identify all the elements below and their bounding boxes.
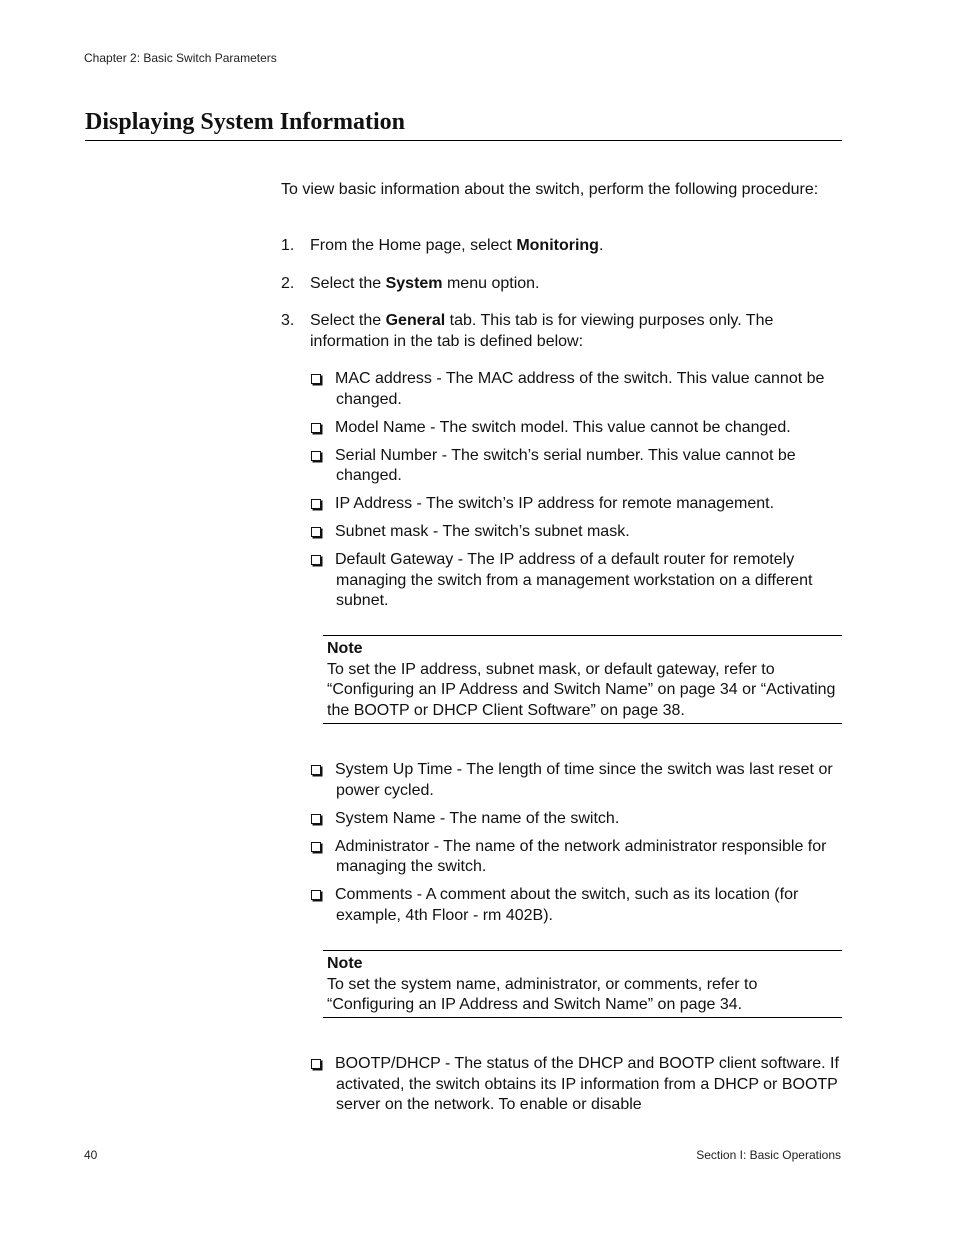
- checkbox-bullet-icon: [311, 890, 321, 900]
- step-number: 2.: [281, 275, 295, 292]
- note-body: To set the system name, administrator, or comments, refer to “Configuring an IP Address and Switch Name” on page 34.: [327, 975, 758, 1013]
- intro-paragraph: To view basic information about the switch, perform the following procedure:: [281, 181, 819, 198]
- checkbox-bullet-icon: [311, 555, 321, 565]
- page-number: 40: [84, 1148, 98, 1162]
- step-text: From the Home page, select Monitoring.: [310, 237, 604, 254]
- checkbox-bullet-icon: [311, 765, 321, 775]
- checkbox-bullet-icon: [311, 842, 321, 852]
- step-number: 3.: [281, 312, 295, 329]
- list-item: Administrator - The name of the network administrator responsible for managing the switch.: [309, 837, 844, 878]
- bullet-list-system: [309, 760, 844, 934]
- section-footer: Section I: Basic Operations: [696, 1148, 841, 1162]
- list-item: Default Gateway - The IP address of a default router for remotely managing the switch from a management workstation on a different subnet.: [309, 550, 844, 612]
- note-box: [323, 635, 842, 724]
- note-box: [323, 950, 842, 1018]
- list-item: Serial Number - The switch’s serial number. This value cannot be changed.: [309, 446, 844, 487]
- checkbox-bullet-icon: [311, 499, 321, 509]
- step-text: Select the General tab. This tab is for viewing purposes only. The information in the tab is defined below:: [310, 312, 774, 350]
- checkbox-bullet-icon: [311, 423, 321, 433]
- list-item: Model Name - The switch model. This value cannot be changed.: [309, 418, 844, 439]
- list-item: System Up Time - The length of time since the switch was last reset or power cycled.: [309, 760, 844, 801]
- page-title: Displaying System Information: [85, 106, 842, 141]
- list-item: IP Address - The switch’s IP address for remote management.: [309, 494, 844, 515]
- step-2: [281, 274, 841, 295]
- checkbox-bullet-icon: [311, 451, 321, 461]
- list-item: System Name - The name of the switch.: [309, 809, 844, 830]
- checkbox-bullet-icon: [311, 814, 321, 824]
- step-3: [281, 311, 841, 352]
- note-heading: Note: [327, 640, 363, 657]
- checkbox-bullet-icon: [311, 527, 321, 537]
- running-head: Chapter 2: Basic Switch Parameters: [84, 51, 277, 65]
- checkbox-bullet-icon: [311, 374, 321, 384]
- list-item: Subnet mask - The switch’s subnet mask.: [309, 522, 844, 543]
- list-item: BOOTP/DHCP - The status of the DHCP and BOOTP client software. If activated, the switch obtains its IP information from a DHCP or BOOTP server on the network. To enable or disable: [309, 1054, 844, 1116]
- step-text: Select the System menu option.: [310, 275, 540, 292]
- list-item: Comments - A comment about the switch, such as its location (for example, 4th Floor - rm 402B).: [309, 885, 844, 926]
- step-number: 1.: [281, 237, 295, 254]
- note-heading: Note: [327, 955, 363, 972]
- bullet-list-bootp: [309, 1054, 844, 1123]
- bullet-list-general: [309, 369, 844, 619]
- list-item: MAC address - The MAC address of the switch. This value cannot be changed.: [309, 369, 844, 410]
- note-body: To set the IP address, subnet mask, or default gateway, refer to “Configuring an IP Address and Switch Name” on page 34 or “Activating the BOOTP or DHCP Client Software” on page 38.: [327, 660, 836, 719]
- checkbox-bullet-icon: [311, 1059, 321, 1069]
- step-1: [281, 236, 841, 257]
